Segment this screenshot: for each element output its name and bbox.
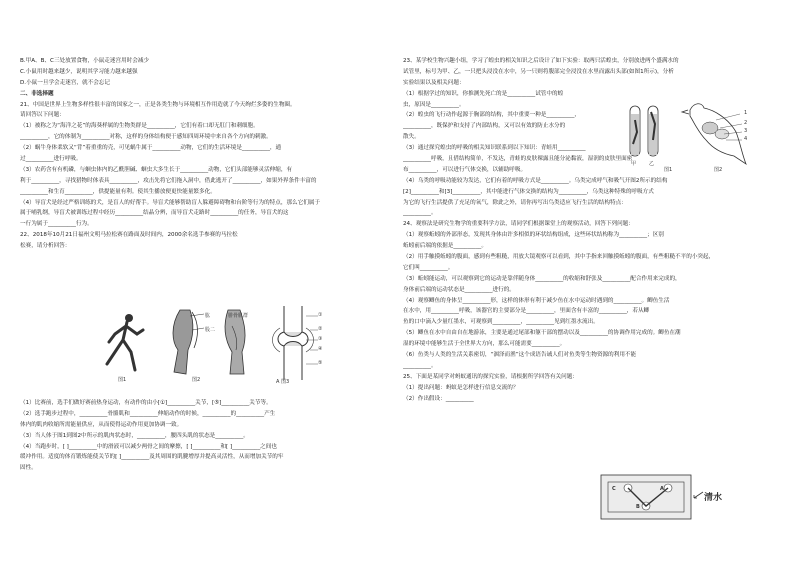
text-line: 请回答以下问题： xyxy=(20,112,65,119)
text-line: （4）观察鲫鱼的身体呈__________形，这样的体形有利于减少鱼在水中运动时遇到的__________。鲫鱼生活 xyxy=(403,297,670,304)
text-line: 鱼的口中滴入少量红墨水，可观察到__________，__________见到红墨水流出。 xyxy=(403,319,599,326)
left-column xyxy=(20,56,382,252)
bird-label-4: 4 xyxy=(744,136,748,142)
text-line: [2]__________和[3]__________，其中能进行气体交换的结构为__________，乌类这种特殊的呼吸方式 xyxy=(403,188,654,195)
text-line: 体内的肌肉收缩所需能量供应，从而使得运动作用更加协调一致。 xyxy=(20,421,183,428)
joint-label-2: ② xyxy=(318,326,323,332)
text-line: 固性。 xyxy=(20,465,37,472)
text-line: 22、2018年10月21日福州文明马拉松赛在路面及时间内，2000余名选手参赛的马拉松 xyxy=(20,232,238,239)
text-line: D.小鼠一旦学会走迷宫，就不会忘记 xyxy=(20,79,110,86)
text-line: 21、中国是世界上生物多样性很丰富的国家之一，正是各类生物与环境相互作用造就了今天绚烂多姿的生物圈。 xyxy=(20,101,296,108)
text-line: （2）用手触摸蚯蚓的腹面，感到有些粗糙，用放大镜观察可以看到，其中手指来回触摸蚯蚓的腹面，有些粗糙不平的小突起， xyxy=(403,254,715,261)
text-line: （2）作出假设：__________ xyxy=(403,395,474,402)
text-line: （6）鱼类与人类的生活关系密切，“涸泽而渔”这个成语告诫人们对鱼类等生物资源的利用不能 xyxy=(403,352,637,359)
text-line: （1）观察蚯蚓的外部形态，发现其身体由许多相似的环状结构组成，这些环状结构称为__________；区别 xyxy=(403,232,664,239)
bird-label-1: 1 xyxy=(744,110,748,116)
fig3-caption: A 图3 xyxy=(276,379,290,385)
text-line: 松赛，请分析回答： xyxy=(20,243,71,250)
text-line: （3）蚯蚓能运动，可以观察到它的运动是靠伴随身体__________的收缩和舒张及__________配合作用来完成的， xyxy=(403,275,681,282)
text-line: 实验结果以及相关问题： xyxy=(403,79,465,86)
text-line: 过__________进行呼吸。 xyxy=(20,156,82,163)
knee-joint-figure xyxy=(266,304,322,382)
text-line: 为它的飞行生活提供了充足的氧气，除此之外，请你再写出鸟类适应飞行生活的结构特点： xyxy=(403,199,627,206)
text-line: 25、下面是某同学对蚂蚁通讯的探究实验，请根据所学回答有关问题： xyxy=(403,373,578,380)
muscle-label-3: 腓骨肌群 xyxy=(228,313,249,319)
text-line: （1）被称之为“海洋之花”的海葵样属的生物类群是__________，它们有着口却无肛门和刺细胞。 xyxy=(20,123,259,130)
left-column-bottom xyxy=(20,398,382,474)
text-line: （3）农药含有有机磷，与蛔虫体内的乙酰胆碱、蛔虫大多生长于__________动物，它们头部能够灵活伸缩，有 xyxy=(20,166,293,173)
text-line: （4）导盲犬是经过严格训练的犬，是盲人的好帮手。导盲犬能够帮助盲人躲避障碍物和台阶等行为的特点，那么它们属于 xyxy=(20,199,321,206)
ant-label-a: A xyxy=(660,486,664,492)
tube-label-a: 甲 xyxy=(631,161,637,167)
text-line: 试管里，标号为甲、乙，一只把头浸没在水中，另一只则将腹部完全浸没在水里而露出头部(如图1所示)，分析 xyxy=(403,68,674,75)
text-line: （4）当跑步时，[ ]__________中的滑液可以减少两骨之间的摩擦，[ ]__________和[ ]__________之间也 xyxy=(20,443,277,450)
text-line: B.甲A、B、C三处放置食物，小鼠走迷宫用时会减少 xyxy=(20,58,150,64)
bird-label-2: 2 xyxy=(744,120,748,126)
text-line: 一行为属于__________行为。 xyxy=(20,221,93,228)
fig1-caption-right: 图1 xyxy=(664,167,673,173)
text-line: 24、观察法是研究生物学的重要科学方法，请同学们根据课堂上的观察活动，回答下列问题： xyxy=(403,221,634,228)
text-line: 23、某学校生物兴趣小组，学习了蝗虫的相关知识之后设计了如下实验：取两只活蝗虫，分别放进两个盛满水的 xyxy=(403,58,679,64)
text-line: （1）根据学过的知识，你推测先死亡的是__________试管中的蝗 xyxy=(403,90,564,97)
text-line: （4）乌类的呼吸功能较为发达，它们有着的呼吸方式是__________。乌类完成呼气和吸气开图2所示的结构 xyxy=(403,177,668,184)
text-line: 它们叫__________。 xyxy=(403,264,454,271)
text-line: 在水中，用__________呼吸，该器官的主要部分是__________，里面含有丰富的__________，若从鲫 xyxy=(403,308,650,315)
text-line: __________。 xyxy=(403,210,437,217)
joint-label-3: ③ xyxy=(318,336,323,342)
fig1-caption: 图1 xyxy=(118,377,127,383)
bird-figure xyxy=(680,96,750,168)
runner-figure xyxy=(97,312,153,376)
text-line: __________和生育__________，供提能量有利。使其生播放便更快能量繁多化。 xyxy=(20,188,216,195)
text-line: 利于__________，寻找猎物时体表具__________，攻击先将它们拖入洞中，借此逃开了__________，如果外界条件丰富的 xyxy=(20,177,317,184)
fig2-caption-right: 图2 xyxy=(714,167,723,173)
joint-label-1: ① xyxy=(318,312,323,318)
ant-experiment-figure xyxy=(600,474,692,520)
text-line: （2）选手跑步过程中，__________骨骼肌和__________伸缩动作的时候，__________的__________产生 xyxy=(20,410,276,417)
text-line: （1）提出问题：蚂蚁是怎样进行信息交流的？ xyxy=(403,384,519,391)
text-line: （2）蝗虫的飞行动作起源于胸部的结构，其中重要一种是__________， xyxy=(403,112,580,119)
text-line: 布__________，可以进行气体交换，以辅助呼吸。 xyxy=(403,166,527,173)
text-line: （2）蜗牛身体柔软又“背”着重重的壳，可见蜗牛属于__________动物，它们的生活环境是__________，通 xyxy=(20,145,282,152)
muscle-label-2: 股二 xyxy=(205,327,216,333)
text-line: 散失。 xyxy=(403,134,420,141)
text-line: 身体前后端的运动状态是__________进行的。 xyxy=(403,286,515,293)
text-line: 二、非选择题 xyxy=(20,90,54,97)
fig2-caption: 图2 xyxy=(192,377,201,383)
text-line: __________。 xyxy=(403,362,437,369)
tube-label-b: 乙 xyxy=(649,161,655,167)
text-line: __________呼吸，且借结构简单，不发达，青蛙的皮肤裸露且能分泌黏液，湿润的皮肤里面密 xyxy=(403,156,633,163)
text-line: __________，它的体制为__________对称，这样的身体结构便于感知四周环境中来自各个方向的刺激。 xyxy=(20,134,272,141)
text-line: 虫，原因是__________。 xyxy=(403,101,465,108)
text-line: 缓冲作用。适度的体育锻炼能使关节的[ ]__________及其周围的肌腱增厚并提高灵活性，从而增加关节的牢 xyxy=(20,454,284,461)
text-line: 蚯蚓前后端的依据是__________。 xyxy=(403,243,487,250)
muscle-label-1: 肱 xyxy=(205,313,211,319)
water-arrow-icon xyxy=(690,490,704,500)
text-line: （5）鲫鱼在水中自由自在地游泳，主要是通过尾部和躯干部的摆动以及__________的协调作用完成的。鲫鱼在潮 xyxy=(403,330,681,337)
ant-label-c: C xyxy=(612,486,616,492)
water-label: 清水 xyxy=(704,493,723,503)
text-line: __________，既保护和支持了内部结构，又可以有效的防止水分的 xyxy=(403,123,566,130)
joint-label-5: ⑤ xyxy=(318,360,323,366)
text-line: （3）当人体于图1到图2中所示的肌肉状态时，__________，腰四头肌的状态是__________。 xyxy=(20,432,249,439)
test-tubes-figure xyxy=(624,104,666,166)
text-line: 湿的环境中能够生活于全世界大方向，那么可能需要__________。 xyxy=(403,341,566,348)
joint-label-4: ④ xyxy=(318,346,323,352)
text-line: 属于哺乳纲，导盲犬被训练过程中经历__________结晶分辨，而导盲犬走路时__________的任务，导盲犬的这 xyxy=(20,210,289,217)
text-line: （3）通过探究蝗虫的呼吸的相关知识联系到以下知识：青蛙用__________ xyxy=(403,145,586,152)
bird-label-3: 3 xyxy=(744,128,748,134)
text-line: C.小鼠用时越来越少，说明其学习能力越来越强 xyxy=(20,68,138,75)
ant-label-b: B xyxy=(636,504,640,510)
text-line: （1）比赛前，选手们做好赛前热身运动，有动作的由小[①]__________关节，[⑤]__________关节等。 xyxy=(20,400,272,406)
